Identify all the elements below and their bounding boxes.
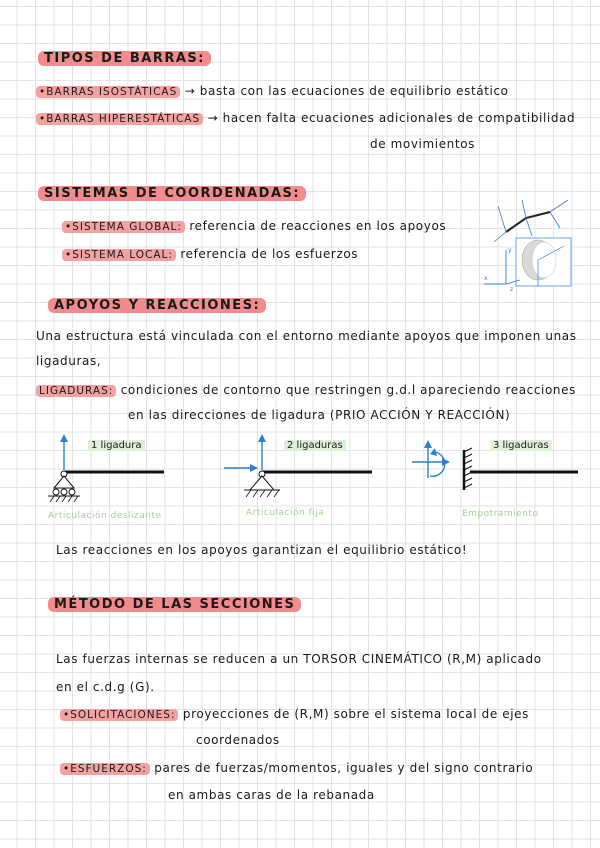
text-fuerzas-line2: en el c.d.g (G). bbox=[56, 680, 155, 694]
term-sistema-local: •SISTEMA LOCAL: bbox=[62, 249, 176, 261]
text-solicitaciones: proyecciones de (R,M) sobre el sistema local de ejes bbox=[182, 707, 529, 721]
term-sistema-global: •SISTEMA GLOBAL: bbox=[62, 221, 185, 233]
text-esfuerzos-cont: en ambas caras de la rebanada bbox=[168, 788, 375, 802]
term-solicitaciones: •SOLICITACIONES: bbox=[60, 709, 178, 721]
label-3-ligaduras: 3 ligaduras bbox=[490, 440, 552, 451]
frame-members bbox=[506, 212, 550, 232]
text-estructura-line2: ligaduras, bbox=[36, 354, 102, 368]
term-esfuerzos: •ESFUERZOS: bbox=[60, 763, 150, 775]
text-hiperestaticas: → hacen falta ecuaciones adicionales de compatibilidad bbox=[207, 111, 576, 125]
bullet-esfuerzos bbox=[60, 761, 533, 775]
coordinate-systems-figure bbox=[478, 194, 578, 292]
term-isostaticas: •BARRAS ISOSTÁTICAS bbox=[36, 86, 180, 98]
text-fuerzas-line1: Las fuerzas internas se reducen a un TORSOR CINEMÁTICO (R,M) aplicado bbox=[56, 652, 542, 666]
text-isostaticas: → basta con las ecuaciones de equilibrio estático bbox=[184, 84, 509, 98]
axis-label-z: z bbox=[510, 286, 514, 293]
section-title-sistemas: SISTEMAS DE COORDENADAS: bbox=[38, 186, 306, 201]
text-solicitaciones-cont: coordenados bbox=[196, 733, 280, 747]
label-1-ligadura: 1 ligadura bbox=[88, 440, 145, 451]
section-title-metodo: MÉTODO DE LAS SECCIONES bbox=[48, 597, 301, 612]
bullet-isostaticas bbox=[36, 84, 509, 98]
caption-empotramiento: Empotramiento bbox=[462, 509, 539, 519]
term-ligaduras: LIGADURAS: bbox=[36, 385, 116, 397]
text-hiperestaticas-cont: de movimientos bbox=[370, 137, 475, 151]
text-ligaduras-line2: en las direcciones de ligadura (PRIO ACCIÓN Y REACCIÓN) bbox=[128, 408, 511, 422]
caption-articulacion-deslizante: Articulación deslizante bbox=[48, 511, 162, 521]
label-2-ligaduras: 2 ligaduras bbox=[284, 440, 346, 451]
term-hiperestaticas: •BARRAS HIPERESTÁTICAS bbox=[36, 113, 203, 125]
bullet-sistema-local bbox=[62, 247, 358, 261]
text-estructura-line1: Una estructura está vinculada con el entorno mediante apoyos que imponen unas bbox=[36, 329, 577, 343]
ligaduras-definition bbox=[36, 383, 576, 397]
text-sistema-global: referencia de reacciones en los apoyos bbox=[189, 219, 447, 233]
text-sistema-local: referencia de los esfuerzos bbox=[180, 247, 359, 261]
caption-articulacion-fija: Articulación fija bbox=[246, 508, 325, 518]
text-conclusion-reacciones: Las reacciones en los apoyos garantizan el equilibrio estático! bbox=[56, 543, 468, 557]
axis-label-x: x bbox=[484, 275, 488, 282]
text-ligaduras-line1: condiciones de contorno que restringen g.d.l apareciendo reacciones bbox=[120, 383, 576, 397]
section-title-apoyos: APOYOS Y REACCIONES: bbox=[48, 298, 266, 313]
text-esfuerzos: pares de fuerzas/momentos, iguales y del signo contrario bbox=[154, 761, 534, 775]
axis-label-y: y bbox=[508, 247, 512, 254]
bullet-hiperestaticas bbox=[36, 111, 575, 125]
bullet-sistema-global bbox=[62, 219, 446, 233]
bullet-solicitaciones bbox=[60, 707, 529, 721]
section-title-tipos: TIPOS DE BARRAS: bbox=[38, 51, 211, 66]
